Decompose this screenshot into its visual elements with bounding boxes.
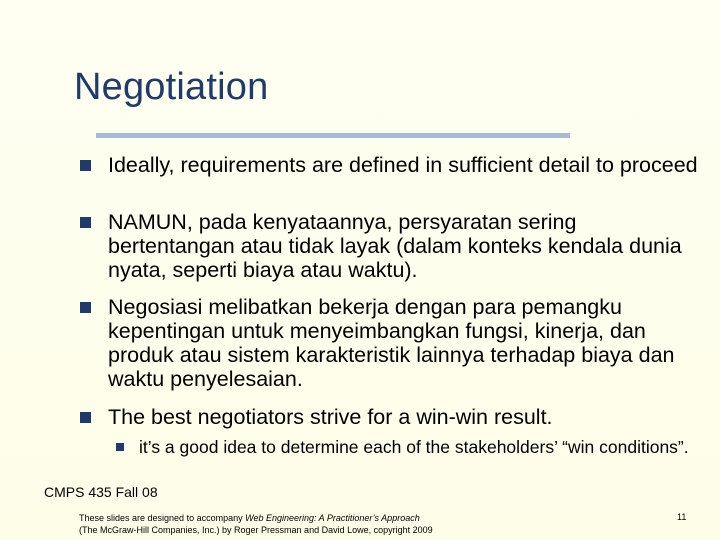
page-number: 11 <box>677 512 687 522</box>
bullet-text: The best negotiators strive for a win-win result. <box>108 405 553 429</box>
square-sub-bullet-icon <box>116 443 124 451</box>
square-bullet-icon <box>80 160 91 171</box>
square-bullet-icon <box>80 302 91 313</box>
slide-title: Negotiation <box>74 66 269 108</box>
bullet-text: Negosiasi melibatkan bekerja dengan para pemangku kepentingan untuk menyeimbangkan fungsi, kinerja, dan produk atau sistem karakteristik lainnya terhadap biaya dan waktu penyelesaian. <box>108 295 675 391</box>
sub-bullet-text: it’s a good idea to determine each of the stakeholders’ “win conditions”. <box>139 437 689 457</box>
bullet-text: Ideally, requirements are defined in sufficient detail to proceed <box>108 153 698 177</box>
credits-book-title: Web Engineering: A Practitioner’s Approach <box>245 513 420 523</box>
credits-footer <box>79 512 509 536</box>
course-label: CMPS 435 Fall 08 <box>44 484 158 500</box>
title-underline <box>96 133 570 138</box>
credits-prefix: These slides are designed to accompany <box>79 513 246 523</box>
square-bullet-icon <box>80 217 91 228</box>
bullet-text: NAMUN, pada kenyataannya, persyaratan sering bertentangan atau tidak layak (dalam konteks kendala dunia nyata, seperti biaya atau waktu). <box>108 210 682 282</box>
square-bullet-icon <box>80 412 91 423</box>
credits-line2: (The McGraw-Hill Companies, Inc.) by Roger Pressman and David Lowe, copyright 2009 <box>79 525 433 535</box>
